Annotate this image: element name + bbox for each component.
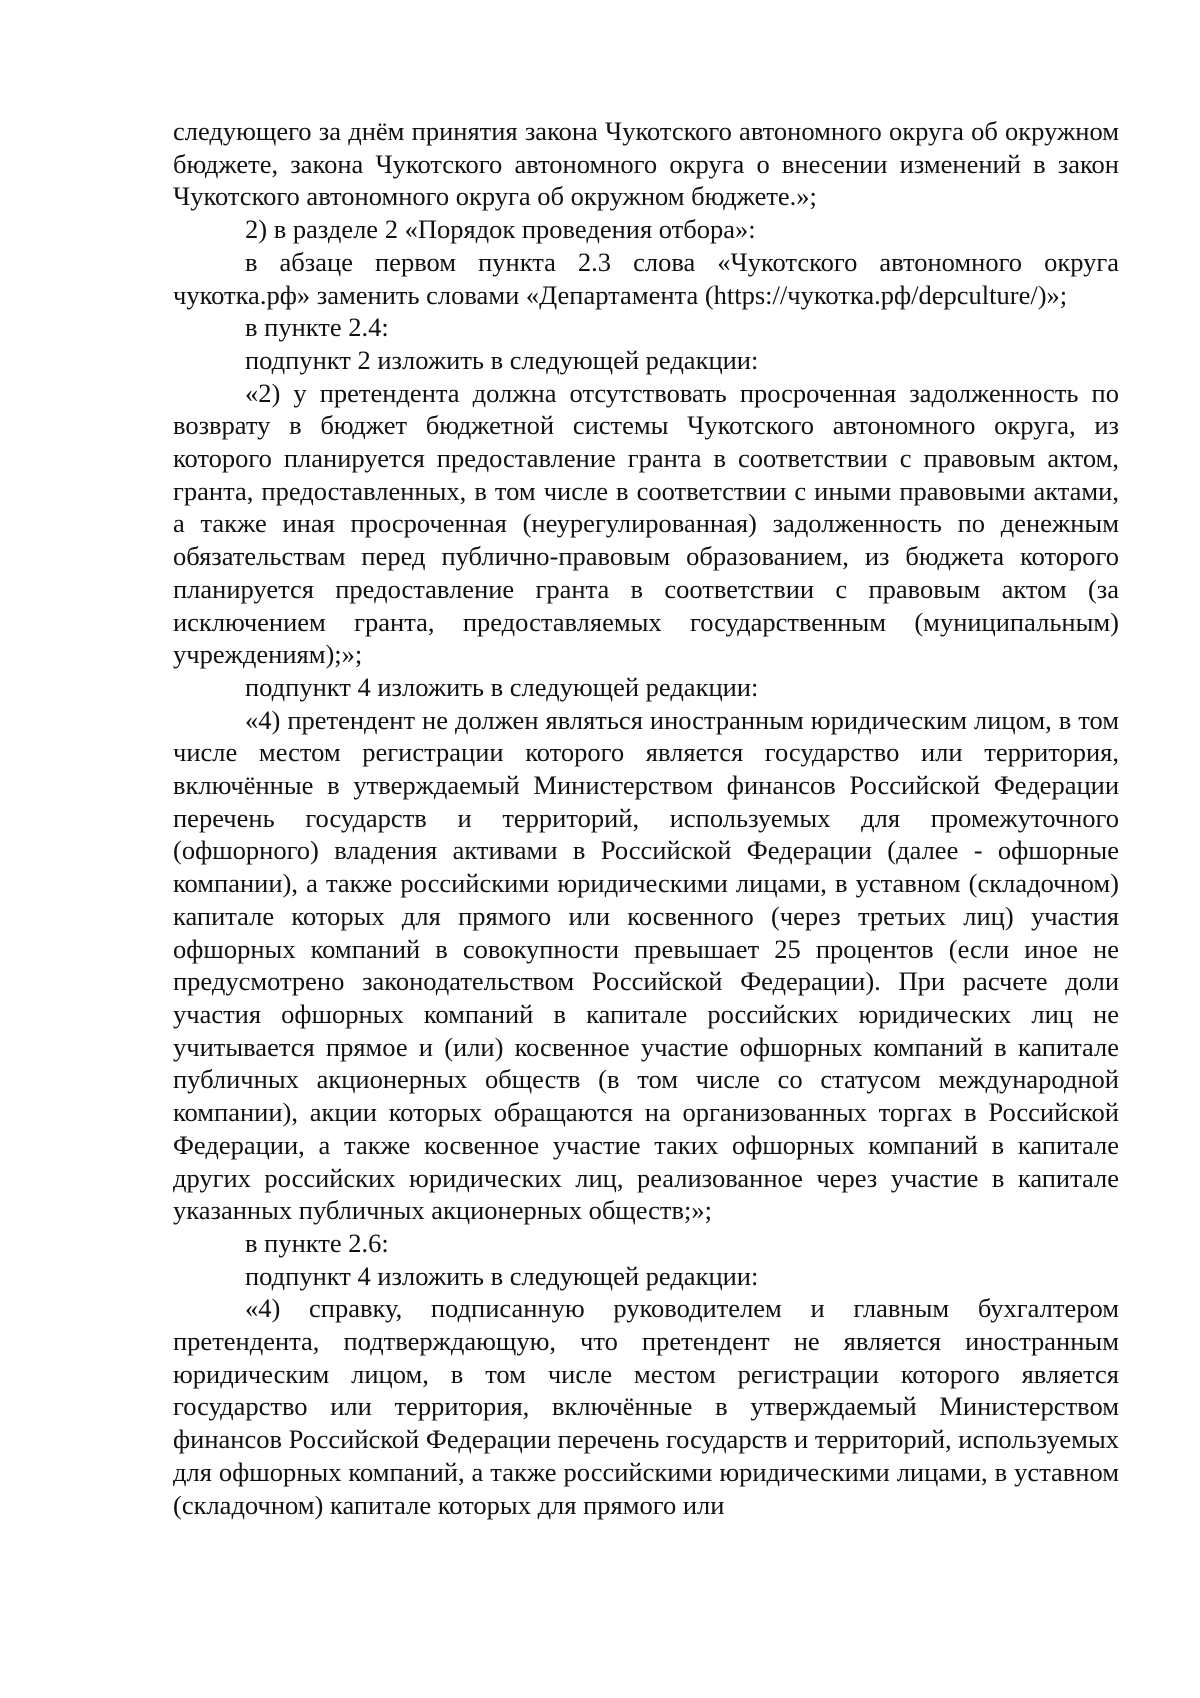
paragraph-continuation: следующего за днём принятия закона Чукотского автономного округа об окружном бюджете, закона Чукотского автономного округа о внесении изменений в закон Чукотского автономного округа об окружном бюджете.»; (173, 116, 1119, 212)
paragraph-subclause-4-text: «4) претендент не должен являться иностранным юридическим лицом, в том числе местом регистрации которого является государство или территория, включённые в утверждаемый Министерством финансов Российской Федерации перечень государств и территорий, используемых для промежуточного (офшорного) владения активами в Российской Федерации (далее - офшорные компании), а также российскими юридическими лицами, в уставном (складочном) капитале которых для прямого или косвенного (через третьих лиц) участия офшорных компаний в совокупности превышает 25 процентов (если иное не предусмотрено законодательством Российской Федерации). При расчете доли участия офшорных компаний в капитале российских юридических лиц не учитывается прямое и (или) косвенное участие офшорных компаний в капитале публичных акционерных обществ (в том числе со статусом международной компании), акции которых обращаются на организованных торгах в Российской Федерации, а также косвенное участие таких офшорных компаний в капитале других российских юридических лиц, реализованное через участие в капитале указанных публичных акционерных обществ;»; (173, 704, 1119, 1226)
paragraph-subclause-2-intro: подпункт 2 изложить в следующей редакции: (245, 344, 759, 375)
paragraph-subclause-2-text: «2) у претендента должна отсутствовать просроченная задолженность по возврату в бюджет бюджетной системы Чукотского автономного округа, из которого планируется предоставление гранта в соответствии с правовым актом, гранта, предоставленных, в том числе в соответствии с иными правовыми актами, а также иная просроченная (неурегулированная) задолженность по денежным обязательствам перед публично-правовым образованием, из бюджета которого планируется предоставление гранта в соответствии с правовым актом (за исключением гранта, предоставляемых государственным (муниципальным) учреждениям);»; (173, 377, 1119, 670)
paragraph-clause-2-4: в пункте 2.4: (245, 312, 389, 343)
paragraph-clause-2-3: в абзаце первом пункта 2.3 слова «Чукотского автономного округа чукотка.рф» заменить словами «Департамента (https://чукотка.рф/depculture/)»; (173, 246, 1119, 310)
document-body (173, 115, 1119, 1521)
paragraph-subclause-4-intro: подпункт 4 изложить в следующей редакции: (245, 671, 759, 702)
paragraph-subclause-4-text-2-6: «4) справку, подписанную руководителем и главным бухгалтером претендента, подтверждающую, что претендент не является иностранным юридическим лицом, в том числе местом регистрации которого является государство или территория, включённые в утверждаемый Министерством финансов Российской Федерации перечень государств и территорий, используемых для офшорных компаний, а также российскими юридическими лицами, в уставном (складочном) капитале которых для прямого или (173, 1293, 1119, 1520)
paragraph-subclause-4-intro-2-6: подпункт 4 изложить в следующей редакции: (245, 1260, 759, 1291)
paragraph-clause-2-6: в пункте 2.6: (245, 1227, 389, 1258)
paragraph-item-2-section-2: 2) в разделе 2 «Порядок проведения отбора»: (245, 214, 756, 245)
